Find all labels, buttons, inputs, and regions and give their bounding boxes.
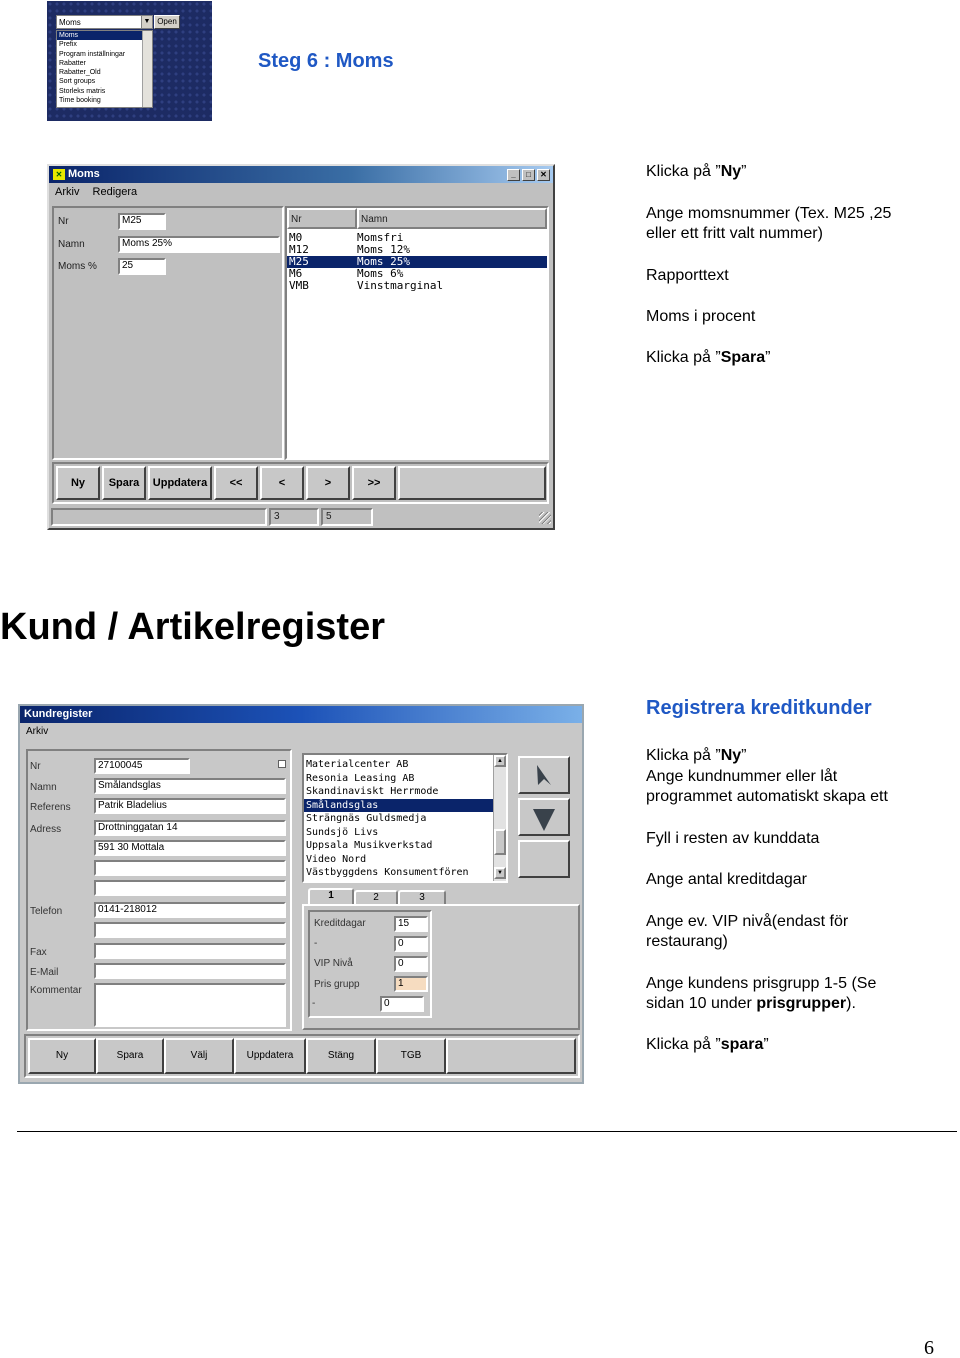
instruction-momsnummer	[646, 204, 891, 244]
object-list-thumbnail	[47, 1, 212, 121]
postadress-field[interactable]: 591 30 Mottala	[94, 840, 286, 856]
instruction-spara	[646, 1035, 769, 1055]
spara-button[interactable]: Spara	[102, 466, 146, 500]
list-item[interactable]: Materialcenter AB	[306, 759, 409, 770]
table-row[interactable]	[287, 244, 547, 256]
subsection-heading: Registrera kreditkunder	[646, 697, 872, 719]
text-bold: Spara	[720, 349, 766, 366]
customer-list[interactable]	[302, 753, 508, 883]
row-namn: Moms 25%	[357, 255, 410, 268]
tab-panel	[302, 904, 580, 1030]
list-item[interactable]: Sundsjö Livs	[306, 826, 379, 838]
ny-button[interactable]: Ny	[56, 466, 100, 500]
row-nr: M6	[289, 267, 303, 280]
instruction-ny	[646, 746, 746, 766]
kreditdagar-field[interactable]: 15	[394, 916, 428, 932]
stang-button[interactable]: Stäng	[306, 1038, 376, 1074]
text-bold: Ny	[720, 163, 742, 180]
uppdatera-button[interactable]: Uppdatera	[148, 466, 212, 500]
list-item[interactable]: Resonia Leasing AB	[306, 772, 415, 784]
extra-field-2[interactable]	[94, 880, 286, 896]
list-item[interactable]: Program inställningar	[59, 50, 126, 58]
object-list[interactable]	[56, 30, 153, 108]
moms-list[interactable]	[285, 206, 549, 460]
previous-record-button[interactable]: <	[260, 466, 304, 500]
kundregister-window	[18, 704, 584, 1084]
ny-button[interactable]: Ny	[28, 1038, 96, 1074]
instruction-ny	[646, 162, 746, 182]
text-line	[646, 994, 876, 1014]
field-label: -	[312, 998, 316, 1009]
scroll-up-icon[interactable]: ▲	[494, 755, 506, 767]
toolbar-spacer	[446, 1038, 576, 1074]
instruction-spara	[646, 348, 771, 368]
instruction-rapporttext: Rapporttext	[646, 267, 729, 284]
text: restaurang)	[646, 933, 728, 950]
tab-3[interactable]: 3	[398, 890, 446, 906]
field-label-nr: Nr	[30, 761, 41, 772]
field-label-adress: Adress	[30, 824, 62, 835]
menu-arkiv[interactable]: Arkiv	[26, 726, 49, 737]
empty-button[interactable]	[518, 840, 570, 878]
toolbar-spacer	[398, 466, 546, 500]
text: eller ett fritt valt nummer)	[646, 225, 823, 242]
step-title: Steg 6 : Moms	[258, 50, 394, 72]
list-item-selected[interactable]: Smålandsglas	[304, 799, 494, 813]
tab-field-5[interactable]: 0	[380, 996, 424, 1012]
uppdatera-button[interactable]: Uppdatera	[234, 1038, 306, 1074]
kommentar-textarea[interactable]	[94, 983, 286, 1027]
instruction-vip	[646, 912, 848, 952]
field-label-vip-niva: VIP Nivå	[314, 958, 353, 969]
text: programmet automatiskt skapa ett	[646, 788, 888, 805]
text: sidan 10 under	[646, 995, 757, 1012]
menu-arkiv[interactable]: Arkiv	[55, 186, 80, 198]
first-record-button[interactable]: <<	[214, 466, 258, 500]
field-label-email: E-Mail	[30, 967, 59, 978]
text: ”	[741, 163, 747, 180]
tgb-button[interactable]: TGB	[376, 1038, 446, 1074]
kund-toolbar	[24, 1034, 580, 1078]
arrow-panel	[516, 754, 574, 882]
instruction-kundnummer	[646, 767, 888, 807]
tab-field-2[interactable]: 0	[394, 936, 428, 952]
row-namn: Moms 6%	[357, 267, 404, 280]
scroll-down-icon[interactable]: ▼	[494, 867, 506, 879]
field-label: Nr	[58, 216, 69, 227]
adress-field[interactable]: Drottninggatan 14	[94, 820, 286, 836]
field-label: -	[314, 938, 318, 949]
field-label: Namn	[58, 239, 85, 250]
extra-field-1[interactable]	[94, 860, 286, 876]
next-record-button[interactable]: >	[306, 466, 350, 500]
text: Ange kundnummer eller låt	[646, 768, 838, 785]
list-item[interactable]: Skandinaviskt Herrmode	[306, 786, 439, 797]
previous-customer-button[interactable]	[518, 756, 570, 794]
list-item[interactable]: Rabatter	[59, 59, 86, 67]
email-field[interactable]	[94, 963, 286, 979]
moms-toolbar	[52, 462, 549, 504]
text: Ange kundens prisgrupp 1-5 (Se	[646, 975, 877, 992]
text: Ange ev. VIP nivå(endast för	[646, 913, 849, 930]
instruction-prisgrupp	[646, 974, 876, 1014]
tab-2[interactable]: 2	[354, 890, 398, 906]
text: Klicka på ”	[646, 349, 721, 366]
menubar	[20, 723, 582, 741]
customer-fields-panel	[26, 749, 292, 1031]
table-row[interactable]	[287, 232, 547, 244]
status-cell	[51, 508, 267, 526]
open-button[interactable]: Open	[154, 15, 180, 29]
column-header-namn[interactable]: Namn	[357, 208, 547, 229]
row-namn: Moms 12%	[357, 243, 410, 256]
row-nr: M25	[289, 255, 309, 268]
footer-divider	[17, 1131, 957, 1132]
close-icon[interactable]: ✕	[537, 169, 550, 181]
list-scrollbar[interactable]	[142, 31, 152, 107]
object-combo-value: Moms	[59, 18, 81, 27]
app-icon: ✕	[53, 169, 65, 180]
list-item[interactable]: Video Nord	[306, 853, 367, 865]
next-customer-button[interactable]	[518, 798, 570, 836]
moms-window	[47, 164, 555, 530]
text: ”	[741, 747, 747, 764]
field-label-referens: Referens	[30, 802, 71, 813]
text-bold: prisgrupper	[756, 995, 847, 1012]
section-heading: Kund / Artikelregister	[0, 606, 386, 648]
nr-field[interactable]: 27100045	[94, 758, 190, 774]
list-rows	[304, 758, 494, 880]
field-label-fax: Fax	[30, 947, 47, 958]
list-rows	[287, 232, 547, 292]
column-header-nr[interactable]: Nr	[287, 208, 357, 229]
statusbar	[51, 508, 551, 526]
list-item[interactable]: Rabatter_Old	[59, 69, 101, 77]
list-item[interactable]: Prefix	[59, 41, 77, 49]
field-label-namn: Namn	[30, 782, 57, 793]
menubar	[49, 183, 553, 201]
list-item[interactable]: Strängnäs Guldsmedja	[306, 813, 427, 824]
referens-field[interactable]: Patrik Bladelius	[94, 798, 286, 814]
spara-button[interactable]: Spara	[96, 1038, 164, 1074]
arrow-up-icon	[529, 761, 559, 791]
menu-redigera[interactable]: Redigera	[92, 186, 138, 198]
row-namn: Momsfri	[357, 231, 404, 244]
telefon-field[interactable]: 0141-218012	[94, 902, 286, 918]
maximize-icon[interactable]: □	[522, 169, 535, 181]
last-record-button[interactable]: >>	[352, 466, 396, 500]
vip-niva-field[interactable]: 0	[394, 956, 428, 972]
text: ”	[765, 349, 771, 366]
field-label: Moms %	[58, 261, 97, 272]
tab-1[interactable]: 1	[308, 888, 354, 906]
row-namn: Vinstmarginal	[357, 279, 444, 292]
text: Ange momsnummer (Tex. M25 ,25	[646, 205, 892, 222]
list-item[interactable]: Storleks matris	[59, 87, 106, 95]
moms-field-panel	[52, 206, 284, 460]
moms-titlebar	[49, 166, 553, 183]
minimize-icon[interactable]: _	[507, 169, 520, 181]
list-header	[287, 208, 547, 229]
kund-titlebar	[20, 706, 582, 723]
text: Klicka på ”	[646, 1036, 721, 1053]
object-combo[interactable]	[56, 15, 153, 29]
text: ”	[763, 1036, 769, 1053]
list-scrollbar[interactable]	[493, 755, 506, 881]
text: Klicka på ”	[646, 163, 721, 180]
field-label-pris-grupp: Pris grupp	[314, 979, 360, 990]
resize-grip-icon[interactable]	[539, 512, 551, 524]
window-title: Kundregister	[24, 708, 93, 720]
row-nr: M0	[289, 231, 303, 244]
field-label-kreditdagar: Kreditdagar	[314, 918, 366, 929]
field-label-telefon: Telefon	[30, 906, 63, 917]
text-bold: spara	[720, 1036, 764, 1053]
scroll-thumb[interactable]	[494, 829, 506, 855]
row-nr: M12	[289, 243, 309, 256]
list-item[interactable]: Moms	[57, 31, 152, 40]
table-row[interactable]	[287, 280, 547, 292]
text-bold: Ny	[720, 747, 742, 764]
field-label-kommentar: Kommentar	[30, 985, 82, 996]
chevron-down-icon[interactable]: ▼	[141, 16, 152, 28]
checkbox[interactable]	[278, 760, 286, 768]
pris-grupp-field[interactable]: 1	[394, 976, 428, 992]
instruction-kunddata: Fyll i resten av kunddata	[646, 830, 820, 847]
moms-percent-field[interactable]: 25	[118, 258, 166, 275]
namn-field[interactable]: Smålandsglas	[94, 778, 286, 794]
namn-field[interactable]: Moms 25%	[118, 236, 280, 253]
table-row-selected[interactable]	[287, 256, 547, 268]
list-item[interactable]: Sort groups	[59, 78, 96, 86]
page-number: 6	[924, 1337, 934, 1358]
row-nr: VMB	[289, 279, 309, 292]
valj-button[interactable]: Välj	[164, 1038, 234, 1074]
instruction-moms-procent: Moms i procent	[646, 308, 756, 325]
arrow-down-icon	[529, 803, 559, 833]
list-item[interactable]: Västbyggdens Konsumentfören	[306, 867, 469, 878]
status-record-count: 5	[321, 508, 373, 526]
extra-field-3[interactable]	[94, 922, 286, 938]
window-title: Moms	[68, 168, 100, 180]
instruction-kreditdagar: Ange antal kreditdagar	[646, 871, 807, 888]
list-item[interactable]: Uppsala Musikverkstad	[306, 840, 433, 851]
text: ).	[846, 995, 856, 1012]
status-record-index: 3	[269, 508, 319, 526]
nr-field[interactable]: M25	[118, 213, 166, 230]
list-item[interactable]: Time booking	[59, 97, 101, 105]
text: Klicka på ”	[646, 747, 721, 764]
fax-field[interactable]	[94, 943, 286, 959]
